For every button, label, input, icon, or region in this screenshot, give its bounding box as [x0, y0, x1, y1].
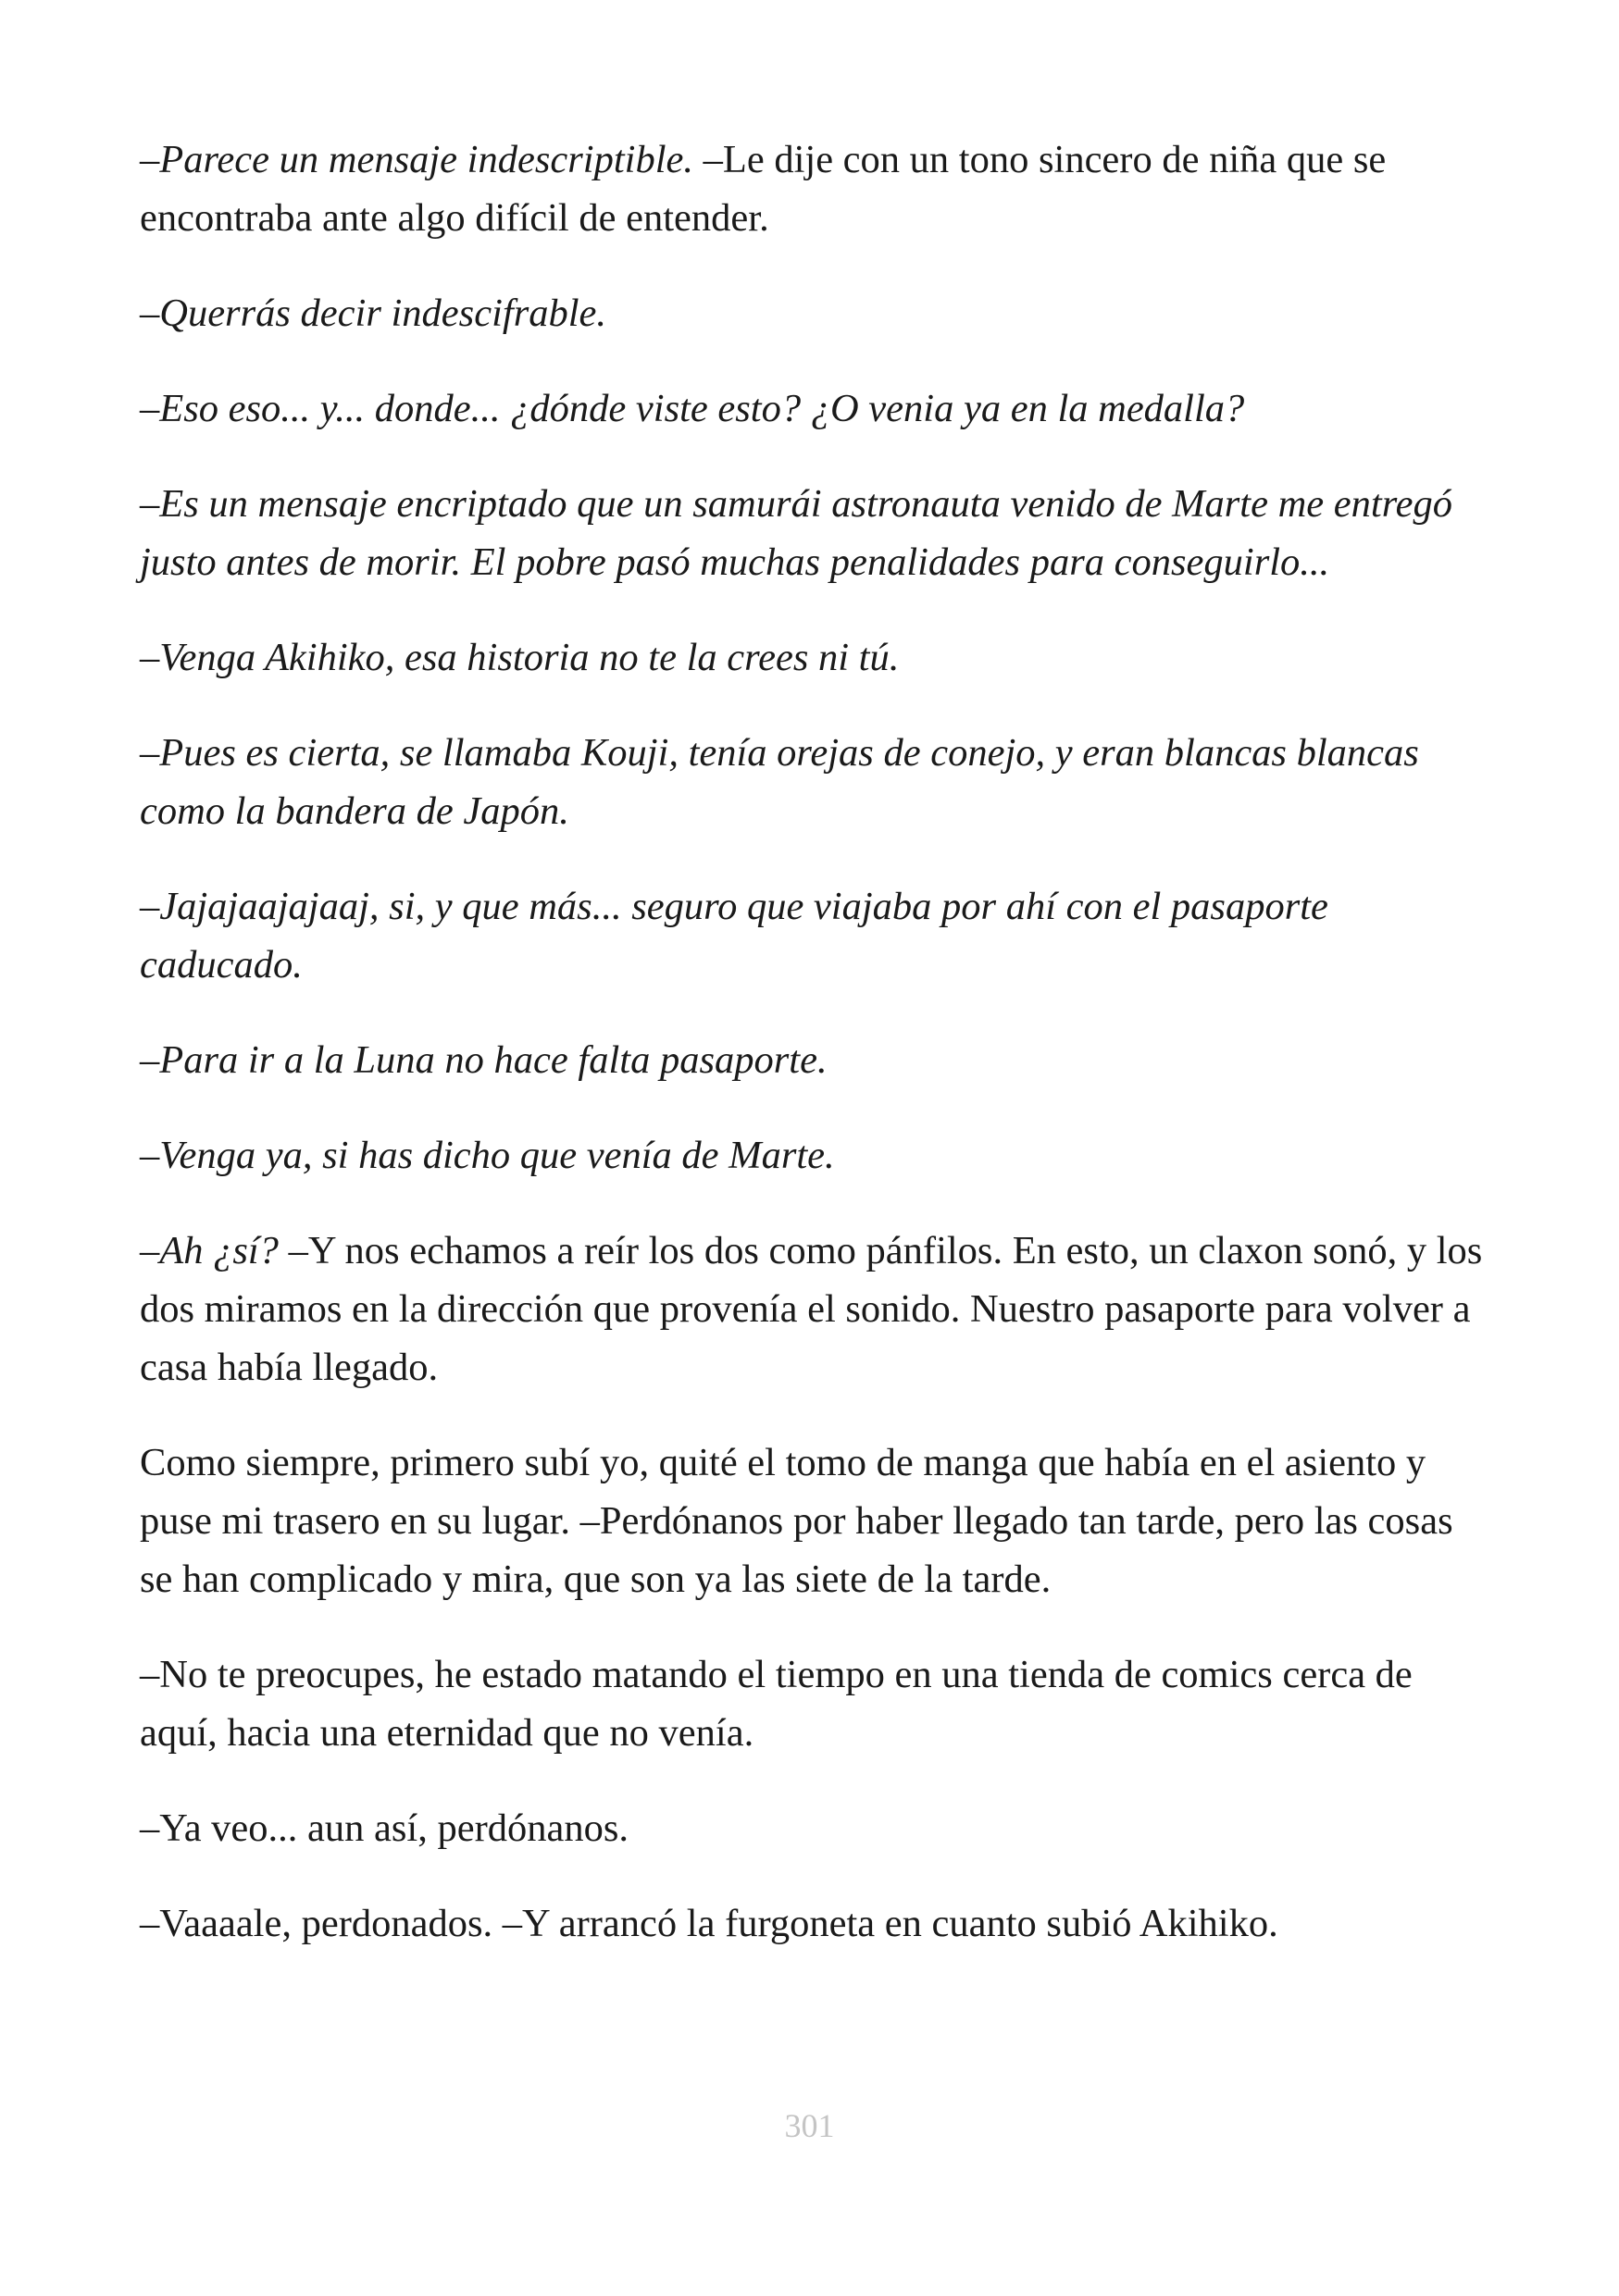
paragraph-text: –	[140, 138, 160, 181]
paragraph	[140, 1031, 1491, 1089]
paragraph	[140, 724, 1491, 840]
paragraph	[140, 628, 1491, 687]
paragraph-text: Venga ya, si has dicho que venía de Marte.	[159, 1134, 835, 1177]
paragraph-text: Como siempre, primero subí yo, quité el tomo de manga que había en el asiento y puse mi trasero en su lugar. –Perdónanos por haber llegado tan tarde, pero las cosas se han complicado y mira, que son ya las siete de la tarde.	[140, 1441, 1453, 1601]
paragraph-text: –Y nos echamos a reír los dos como pánfilos. En esto, un claxon sonó, y los dos miramos en la dirección que provenía el sonido. Nuestro pasaporte para volver a casa había llegado.	[140, 1229, 1483, 1389]
paragraph-text: Jajajaajajaaj, si, y que más... seguro que viajaba por ahí con el pasaporte caducado.	[140, 885, 1328, 987]
paragraph-text: Querrás decir indescifrable.	[159, 292, 607, 335]
paragraph-text: –	[140, 1038, 160, 1082]
paragraph	[140, 130, 1491, 247]
paragraph	[140, 877, 1491, 994]
paragraph-text: Venga Akihiko, esa historia no te la crees ni tú.	[159, 636, 900, 679]
paragraph	[140, 1433, 1491, 1608]
paragraph-text: –	[140, 292, 160, 335]
paragraph	[140, 1645, 1491, 1762]
page-body	[140, 130, 1491, 1990]
paragraph-text: Ah ¿sí?	[159, 1229, 279, 1272]
paragraph-text: –	[140, 1229, 160, 1272]
paragraph	[140, 475, 1491, 591]
paragraph-text: –	[140, 885, 160, 928]
page-number: 301	[784, 2107, 835, 2144]
paragraph-text: –	[140, 636, 160, 679]
paragraph	[140, 379, 1491, 438]
paragraph-text: –	[140, 482, 160, 526]
paragraph-text: Parece un mensaje indescriptible.	[159, 138, 693, 181]
paragraph	[140, 1222, 1491, 1396]
paragraph-text: –Le dije con un tono sincero de niña que se encontraba ante algo difícil de entender.	[140, 138, 1387, 240]
paragraph-text: –Vaaaale, perdonados. –Y arrancó la furgoneta en cuanto subió Akihiko.	[140, 1902, 1278, 1945]
paragraph	[140, 1126, 1491, 1185]
paragraph-text: Eso eso... y... donde... ¿dónde viste esto? ¿O venia ya en la medalla?	[159, 387, 1245, 430]
paragraph	[140, 284, 1491, 342]
paragraph-text: Para ir a la Luna no hace falta pasaporte.	[159, 1038, 828, 1082]
paragraph-text: –	[140, 387, 160, 430]
paragraph	[140, 1799, 1491, 1857]
paragraph	[140, 1894, 1491, 1953]
paragraph-text: Es un mensaje encriptado que un samurái astronauta venido de Marte me entregó justo antes de morir. El pobre pasó muchas penalidades para conseguirlo...	[140, 482, 1453, 584]
paragraph-text: –	[140, 1134, 160, 1177]
paragraph-text: –No te preocupes, he estado matando el tiempo en una tienda de comics cerca de aquí, hacia una eternidad que no venía.	[140, 1653, 1413, 1755]
paragraph-text: –Ya veo... aun así, perdónanos.	[140, 1806, 629, 1850]
paragraph-text: –	[140, 731, 160, 775]
paragraph-text: Pues es cierta, se llamaba Kouji, tenía orejas de conejo, y eran blancas blancas como la bandera de Japón.	[140, 731, 1419, 833]
